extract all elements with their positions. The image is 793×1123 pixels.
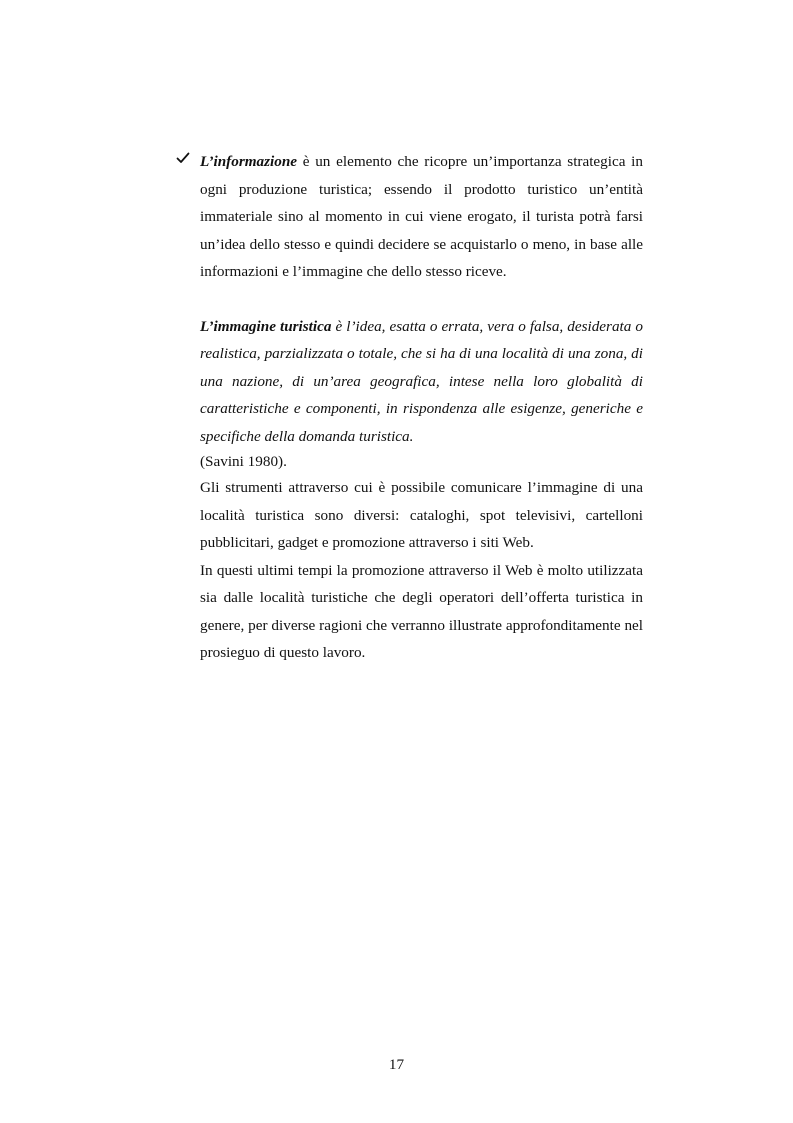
body-text [200, 148, 643, 667]
paragraph-promozione-web: In questi ultimi tempi la promozione attraverso il Web è molto utilizzata sia dalle località turistiche che degli operatori dell’offerta turistica in genere, per diverse ragioni che verranno illustrate approfonditamente nel prosieguo di questo lavoro. [200, 561, 643, 661]
citation: (Savini 1980). [200, 453, 287, 470]
paragraph-informazione [200, 148, 643, 286]
paragraph-immagine-turistica-body: è l’idea, esatta o errata, vera o falsa, desiderata o realistica, parzializzata o totale, che si ha di una località di una zona, di una nazione, di un’area geografica, intese nella loro globalità di caratteristiche e componenti, in rispondenza alle esigenze, generiche e specifiche della domanda turistica. [200, 317, 643, 445]
term-immagine-turistica: L’immagine turistica [200, 317, 332, 335]
paragraph-informazione-body: è un elemento che ricopre un’importanza strategica in ogni produzione turistica; essendo il prodotto turistico un’entità immateriale sino al momento in cui viene erogato, il turista potrà farsi un’idea dello stesso e quindi decidere se acquistarlo o meno, in base alle informazioni e l’immagine che dello stesso riceve. [200, 153, 643, 280]
paragraph-immagine-turistica [200, 313, 643, 451]
term-informazione: L’informazione [200, 153, 298, 170]
checkmark-icon [176, 151, 190, 165]
paragraph-strumenti: Gli strumenti attraverso cui è possibile comunicare l’immagine di una località turistica sono diversi: cataloghi, spot televisivi, cartelloni pubblicitari, gadget e promozione attraverso i siti Web. [200, 479, 643, 551]
page-number: 17 [388, 1056, 405, 1073]
